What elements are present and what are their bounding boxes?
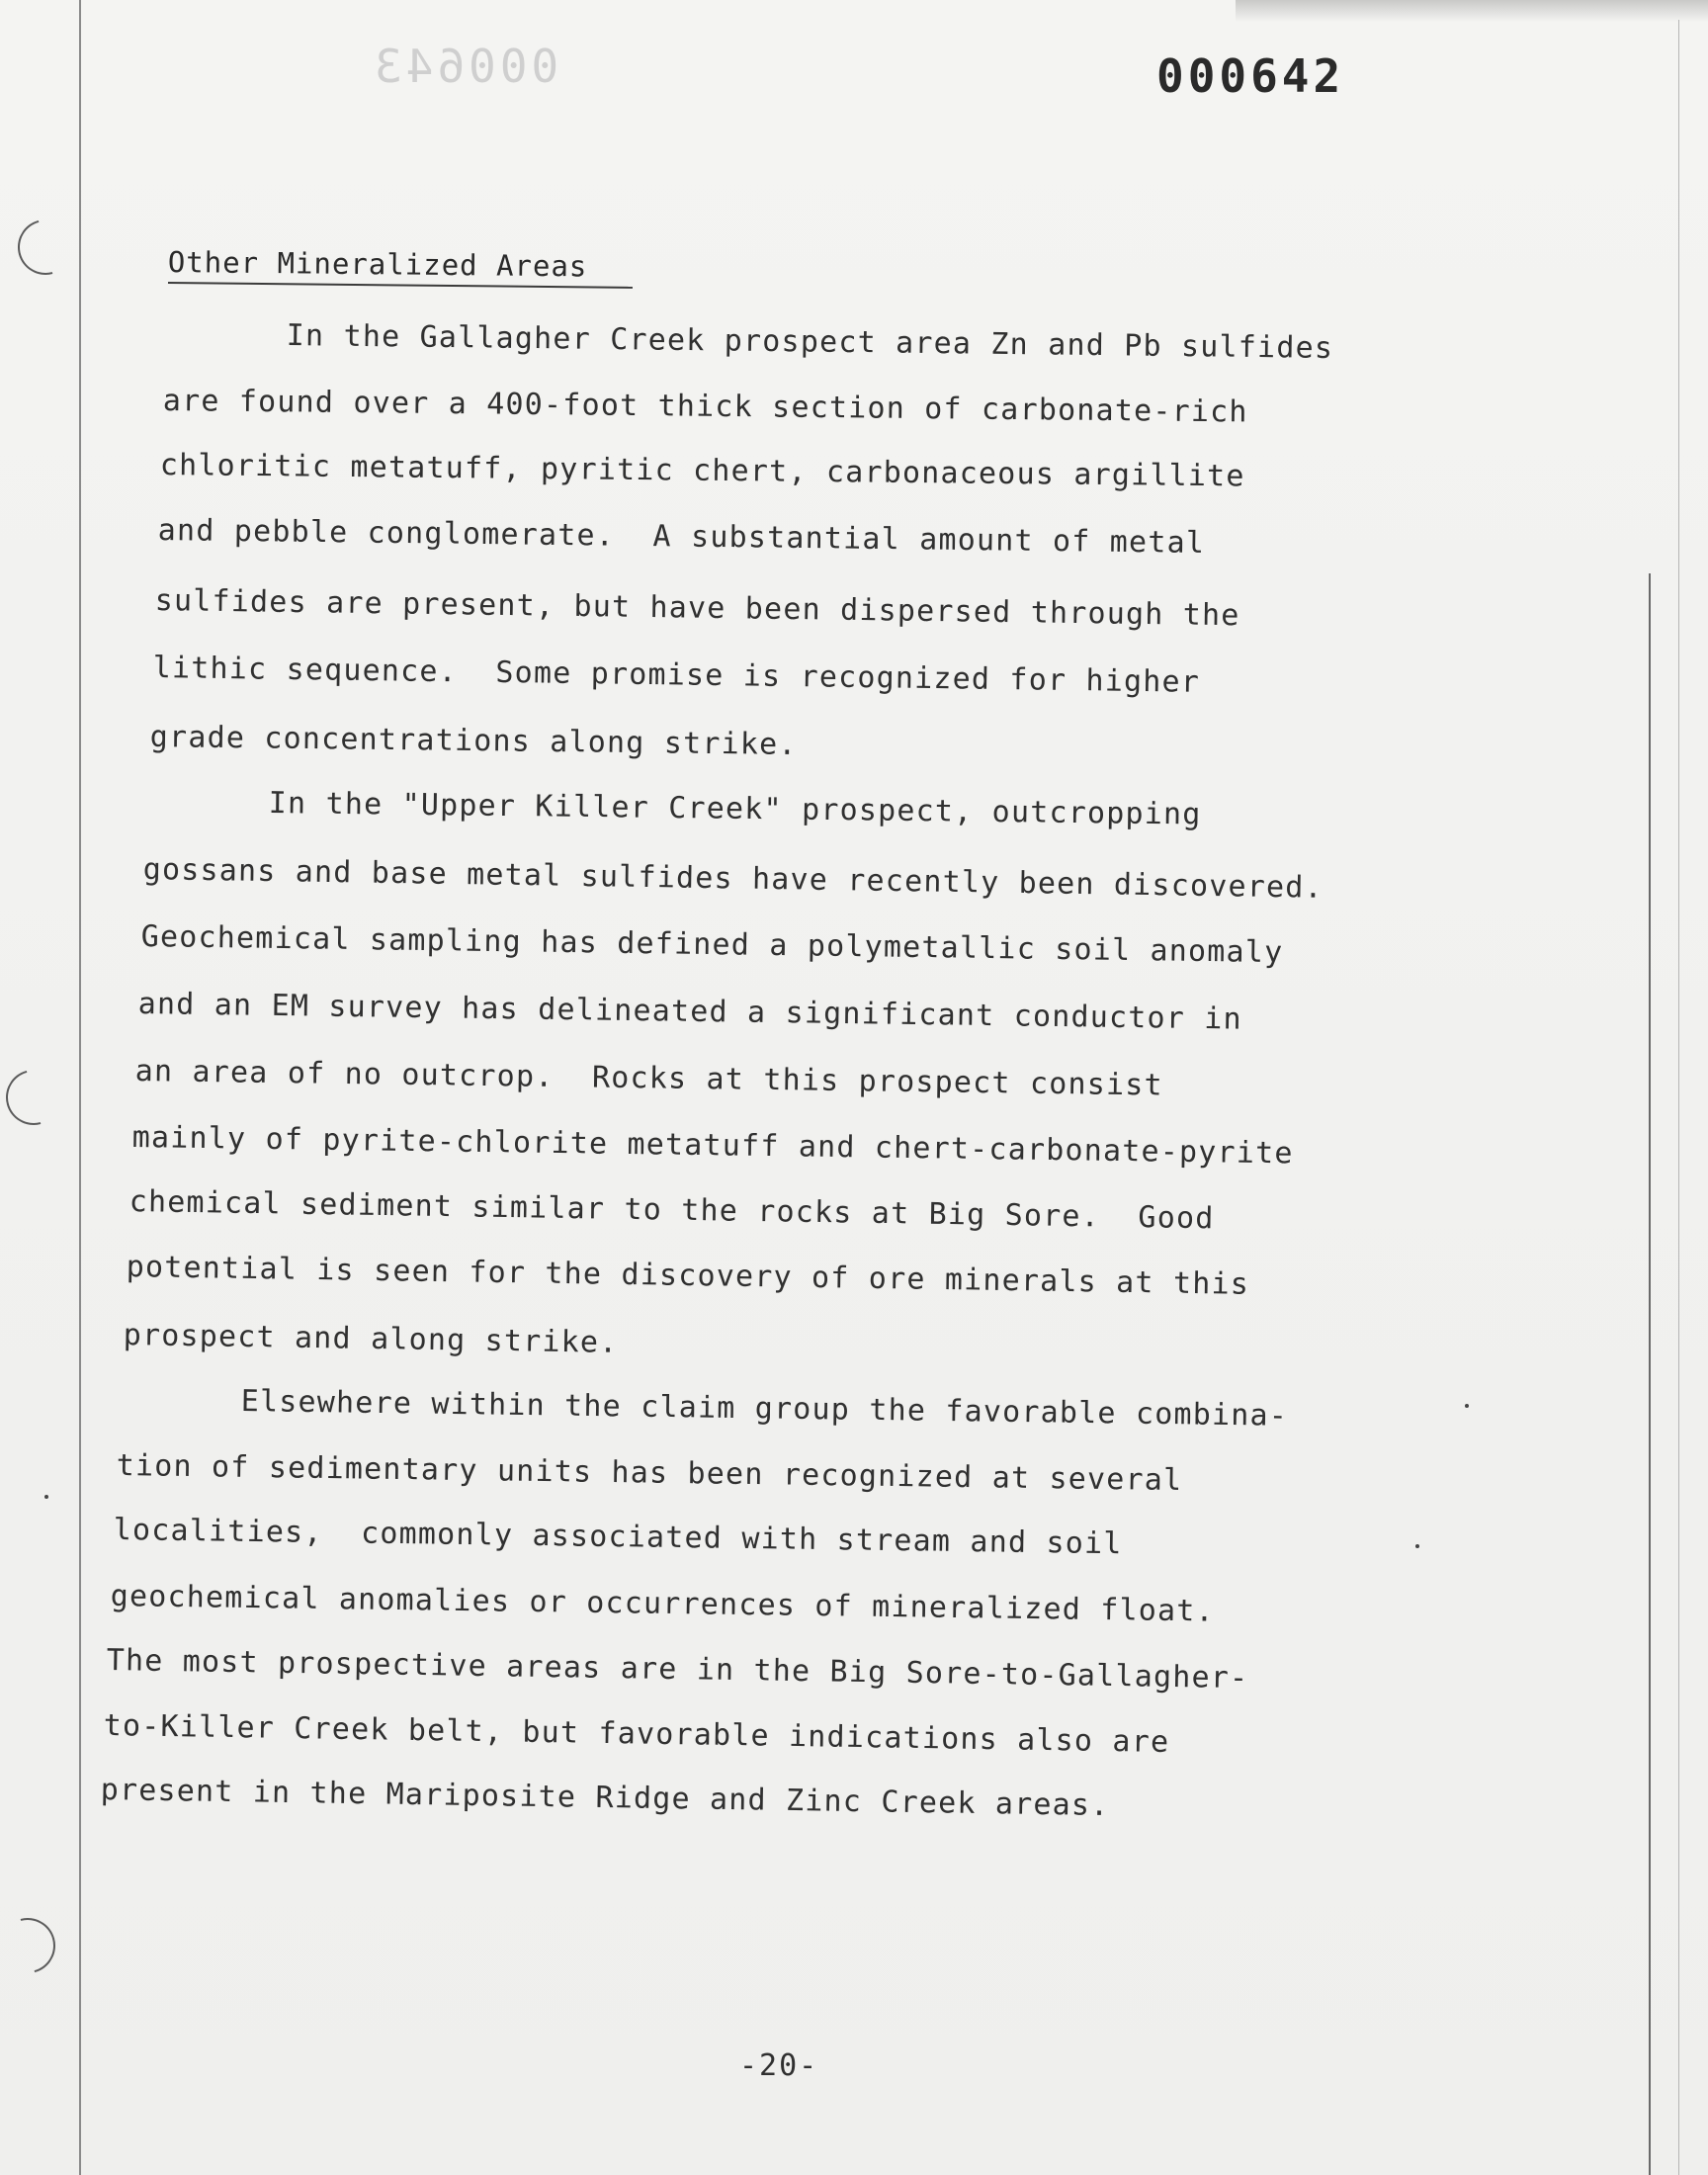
text-line: gossans and base metal sulfides have recently been discovered. [142,852,1324,906]
text-line: geochemical anomalies or occurrences of mineralized float. [110,1579,1216,1629]
text-line: are found over a 400-foot thick section of carbonate-rich [162,384,1248,430]
text-line: to-Killer Creek belt, but favorable indications also are [103,1708,1170,1760]
text-line: lithic sequence. Some promise is recognized for higher [152,651,1201,700]
punch-hole-bottom [0,1908,65,1983]
text-line: Geochemical sampling has defined a polymetallic soil anomaly [140,919,1284,971]
stamp-number: 000642 [1156,49,1345,103]
text-line: present in the Mariposite Ridge and Zinc Creek areas. [100,1773,1110,1824]
text-line: an area of no outcrop. Rocks at this prospect consist [134,1054,1164,1103]
right-margin-rule [1649,573,1651,2175]
scan-speck [44,1495,48,1499]
punch-hole-middle [0,1060,71,1135]
text-line: In the "Upper Killer Creek" prospect, outcropping [268,786,1202,832]
text-line: tion of sedimentary units has been recognized at several [116,1448,1183,1499]
page-number: -20- [739,2048,819,2083]
text-line: prospect and along strike. [123,1318,619,1360]
text-line: chloritic metatuff, pyritic chert, carbonaceous argillite [159,448,1245,494]
left-margin-rule [79,0,81,2175]
ghost-stamp-number: 000643 [371,40,559,93]
text-line: In the Gallagher Creek prospect area Zn and Pb sulfides [286,318,1334,366]
text-line: sulfides are present, but have been dispersed through the [154,583,1240,634]
text-line: and pebble conglomerate. A substantial amount of metal [157,513,1206,561]
text-line: Elsewhere within the claim group the favorable combina- [240,1384,1289,1434]
scan-speck [1415,1544,1419,1548]
right-edge-rule [1678,20,1679,2175]
text-line: grade concentrations along strike. [149,720,798,762]
text-line: potential is seen for the discovery of ore minerals at this [126,1250,1250,1302]
punch-hole-top [8,210,83,285]
text-line: and an EM survey has delineated a significant conductor in [137,987,1243,1037]
text-line: The most prospective areas are in the Big Sore-to-Gallagher- [106,1643,1249,1696]
scan-speck [1465,1404,1469,1408]
text-line: mainly of pyrite-chlorite metatuff and chert-carbonate-pyrite [131,1120,1294,1172]
section-heading: Other Mineralized Areas [167,245,588,284]
text-line: chemical sediment similar to the rocks at Big Sore. Good [128,1184,1215,1237]
text-line: localities, commonly associated with stream and soil [113,1513,1123,1562]
scan-shadow [1236,0,1708,22]
